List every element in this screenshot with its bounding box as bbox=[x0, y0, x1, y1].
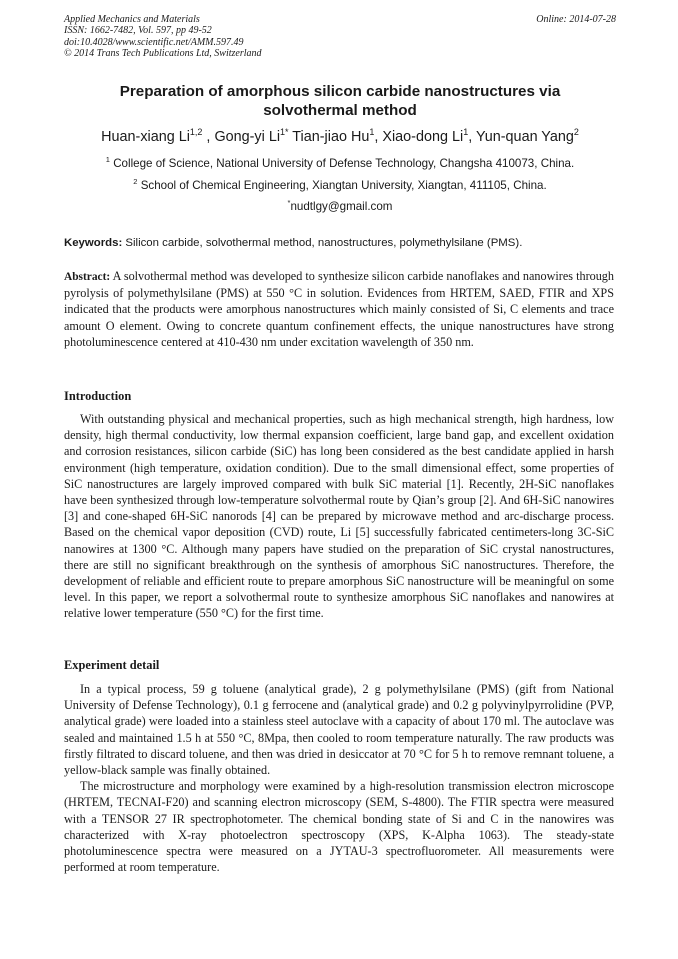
online-date: Online: 2014-07-28 bbox=[536, 14, 616, 25]
keywords bbox=[64, 236, 624, 250]
author-name: Huan-xiang Li bbox=[101, 129, 190, 145]
author-list bbox=[40, 128, 640, 146]
author-name: Gong-yi Li bbox=[214, 129, 281, 145]
author-name: Xiao-dong Li bbox=[382, 129, 464, 145]
affiliation-1 bbox=[40, 157, 640, 171]
keywords-label: Keywords: bbox=[64, 237, 123, 249]
email-address: nudtlgy@gmail.com bbox=[290, 200, 393, 213]
author-affiliation-mark: 1 bbox=[463, 127, 469, 137]
experiment-paragraph-1: In a typical process, 59 g toluene (analytical grade), 2 g polymethylsilane (PMS) (gift from National University of Defense Technology), 0.1 g ferrocene and (analytical grade) and 0.2 g polyvinylpyrrolidine (PVP, analytical grade) were loaded into a stainless steel autoclave with a capacity of about 170 ml. The autoclave was sealed and maintained 1.5 h at 550 °C, 8Mpa, then cooled to room temperature naturally. The raw products was firstly filtrated to discard toluene, and then was dried in desiccator at 70 °C for 5 h to remove remnant toluene, a yellow-black sample was finally obtained. bbox=[64, 682, 614, 778]
author-affiliation-mark: 1,2 bbox=[189, 127, 203, 137]
author-affiliation-mark: 1* bbox=[280, 127, 289, 137]
journal-name: Applied Mechanics and Materials bbox=[64, 14, 200, 25]
author-name: Tian-jiao Hu bbox=[292, 129, 370, 145]
doi-line: doi:10.4028/www.scientific.net/AMM.597.49 bbox=[64, 36, 244, 48]
corresponding-mark: * bbox=[287, 198, 291, 207]
affiliation-mark: 1 bbox=[105, 155, 110, 164]
affiliation-text: College of Science, National University of Defense Technology, Changsha 410073, China. bbox=[113, 157, 575, 170]
abstract-text: A solvothermal method was developed to synthesize silicon carbide nanoflakes and nanowires through pyrolysis of polymethylsilane (PMS) at 550 °C in solution. Evidences from HRTEM, SAED, FTIR and XPS indicated that the products were amorphous nanostructures which mainly consisted of Si, C elements and trace amount O element. Owing to concrete quantum confinement effects, the unique nanostructures have strong photoluminescence centered at 410-430 nm under excitation wavelength of 350 nm. bbox=[64, 269, 614, 349]
title-line-1: Preparation of amorphous silicon carbide nanostructures via bbox=[119, 83, 561, 100]
title-line-2: solvothermal method bbox=[263, 102, 417, 119]
journal-header bbox=[64, 14, 616, 59]
affiliation-mark: 2 bbox=[133, 177, 138, 186]
abstract bbox=[64, 268, 614, 350]
author-affiliation-mark: 1 bbox=[369, 127, 375, 137]
introduction-section bbox=[64, 411, 614, 622]
experiment-section bbox=[64, 681, 614, 875]
affiliation-2 bbox=[40, 179, 640, 193]
copyright-line: © 2014 Trans Tech Publications Ltd, Switzerland bbox=[64, 47, 262, 59]
experiment-paragraph-2: The microstructure and morphology were examined by a high-resolution transmission electron microscope (HRTEM, TECNAI-F20) and scanning electron microscopy (SEM, S-4800). The FTIR spectra were measured with a TENSOR 27 IR spectrophotometer. The chemical bonding state of Si and C in the nanowires was characterized with X-ray photoelectron spectroscopy (XPS, K-Alpha 1063). The steady-state photoluminescence spectra were measured on a JYTAU-3 spectrofluorometer. All measurements were performed at room temperature. bbox=[64, 779, 614, 875]
author-affiliation-mark: 2 bbox=[573, 127, 579, 137]
introduction-heading: Introduction bbox=[64, 389, 132, 403]
author-separator: , bbox=[374, 129, 383, 145]
experiment-heading: Experiment detail bbox=[64, 658, 160, 672]
keywords-text: Silicon carbide, solvothermal method, nanostructures, polymethylsilane (PMS). bbox=[125, 237, 523, 249]
abstract-label: Abstract: bbox=[64, 271, 111, 283]
author-separator: , bbox=[468, 129, 476, 145]
corresponding-email bbox=[40, 200, 640, 214]
affiliation-text: School of Chemical Engineering, Xiangtan University, Xiangtan, 411105, China. bbox=[140, 179, 547, 192]
author-name: Yun-quan Yang bbox=[475, 129, 574, 145]
issn-line: ISSN: 1662-7482, Vol. 597, pp 49-52 bbox=[64, 25, 212, 37]
introduction-paragraph: With outstanding physical and mechanical properties, such as high mechanical strength, high hardness, low density, high thermal conductivity, low thermal expansion coefficient, large band gap, and excellent oxidation and corrosion resistances, silicon carbide (SiC) has long been considered as the best candidate applied in harsh environment (high temperature, oxidation condition). Due to the small dimensional effect, some properties of SiC nanostructures are largely improved compared with bulk SiC material [1]. Recently, 2H-SiC nanoflakes have been synthesized through low-temperature solvothermal route by Qian’s group [2]. And 6H-SiC nanowires [3] and cone-shaped 6H-SiC nanorods [4] can be prepared by microwave method and arc-discharge process. Based on the chemical vapor deposition (CVD) route, Li [5] successfully fabricated centimeters-long 3C-SiC nanowires at 1300 °C. Although many papers have studied on the preparation of SiC crystal nanostructures, there are still no significant breakthrough on the synthesis of amorphous SiC nanostructures. Therefore, the development of reliable and efficient route to prepare amorphous SiC nanostructure will be meaningful on some level. In this paper, we report a solvothermal route to synthesize amorphous SiC nanoflakes and nanowires at relative lower temperature (550 °C) for the first time. bbox=[64, 412, 614, 621]
paper-title bbox=[64, 82, 616, 120]
author-separator: , bbox=[202, 129, 215, 145]
